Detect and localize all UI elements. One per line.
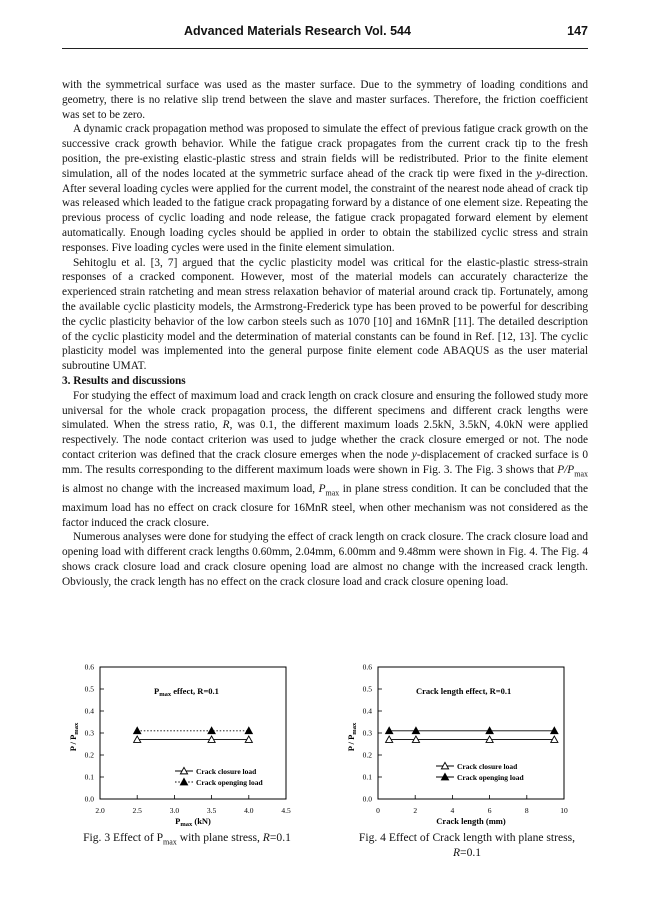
figure-3-caption: Fig. 3 Effect of $P_{max}$ with plane stress, R=0.1 xyxy=(83,831,291,847)
paragraph-4: For studying the effect of maximum load and crack length on crack closure and ensuring the followed study more universal for the whole crack propagation process, the different specimens and different crack lengths were simulated. When the stress ratio, R, was 0.1, the different maximum loads 2.5kN, 3.5kN, 4.0kN were applied respectively. The node contact criterion was used to judge whether the crack closure emerged or not. The node contact criterion was defined that the crack closure emerges when the node y-displacement of cracked surface is 0 mm. The results corresponding to the different maximum loads were shown in Fig. 3. The Fig. 3 shows that $P/P_{max}$ is almost no change with the increased maximum load, $P_{max}$ in plane stress condition. It can be concluded that the maximum load has no effect on crack closure for 16MnR steel, when other mechanism was not considered as the factor induced the crack closure. xyxy=(62,389,589,529)
legend-label: Crack openging load xyxy=(196,778,263,787)
series-crack-closure-load xyxy=(134,736,253,742)
x-tick-label: 10 xyxy=(560,806,568,815)
y-tick-label: 0.6 xyxy=(362,662,372,672)
x-tick-label: 0 xyxy=(376,806,380,815)
body-text xyxy=(62,78,588,590)
x-axis-label: $P_{max}$ (kN) xyxy=(175,816,211,828)
series-crack-openging-load xyxy=(386,727,558,733)
paragraph-1: with the symmetrical surface was used as the master surface. Due to the symmetry of loading conditions and geometry, there is no relative slip trend between the slave and master surfaces. Therefore, the friction coefficient was set to be zero. xyxy=(62,79,588,121)
x-tick-label: 4 xyxy=(450,806,455,815)
y-tick-label: 0.6 xyxy=(84,662,94,672)
y-axis-label: P / $P_{max}$ xyxy=(346,722,358,752)
y-tick-label: 0.4 xyxy=(84,706,94,716)
paragraph-5: Numerous analyses were done for studying the effect of crack length on crack closure. The crack closure load and opening load with different crack lengths 0.60mm, 2.04mm, 6.00mm and 9.48mm were shown in Fig. 4. The Fig. 4 shows crack closure load and crack closure opening load are almost no change with the increased crack length. Obviously, the crack length has no effect on the crack closure load and crack closure opening load. xyxy=(62,531,588,588)
x-tick-label: 4.0 xyxy=(244,806,254,815)
paragraph-3: Sehitoglu et al. [3, 7] argued that the cyclic plasticity model was critical for the elastic-plastic stress-strain responses of a cracked component. However, most of the material models can accurately characterize the experienced strain ratcheting and mean stress relaxation behavior of material around crack tip. Fortunately, among the available cyclic plasticity models, the Armstrong-Frederick type has been proved to be powerful for describing the cyclic plasticity behavior of the low carbon steels such as 1070 [10] and 16MnR [11]. The detailed description of the cyclic plasticity model and the determination of material constants can be found in Ref. [12, 13]. The cyclic plasticity model was implemented into the general purpose finite element code ABAQUS as the user material subroutine UMAT. xyxy=(62,256,588,373)
paragraph-2: A dynamic crack propagation method was proposed to simulate the effect of previous fatigue crack growth on the successive crack growth behavior. While the fatigue crack propagates from the current crack tip to the fresh position, the pre-existing elastic-plastic stress and strain fields will be redistributed. Prior to the finite element simulation, all of the nodes located at the symmetric surface ahead of the crack tip were fixed in the y-direction. After several loading cycles were applied for the current model, the constraint of the nearest node ahead of crack tip was released which leaded to the fatigue crack propagating forward by a distance of one element size. Repeating the previous process of cyclic loading and node release, the fatigue crack propagated forward element by element automatically. Enough loading cycles should be applied in order to obtain the stabilized cyclic stress and strain responses. Five loading cycles were used in the finite element simulation. xyxy=(62,123,588,254)
journal-title: Advanced Materials Research Vol. 544 xyxy=(184,24,411,38)
x-tick-label: 3.0 xyxy=(169,806,180,815)
x-tick-label: 2 xyxy=(413,806,418,815)
y-tick-label: 0.2 xyxy=(84,750,94,760)
x-axis-label: Crack length (mm) xyxy=(436,816,506,826)
section-heading: 3. Results and discussions xyxy=(62,374,186,387)
x-tick-label: 2.0 xyxy=(95,806,105,815)
y-tick-label: 0.2 xyxy=(362,750,372,760)
y-tick-label: 0.0 xyxy=(362,794,372,804)
chart-title: Crack length effect, R=0.1 xyxy=(416,686,512,696)
y-tick-label: 0.1 xyxy=(362,772,372,782)
y-axis-label: P / $P_{max}$ xyxy=(68,722,80,752)
series-crack-closure-load xyxy=(386,736,558,742)
y-tick-label: 0.1 xyxy=(84,772,94,782)
y-tick-label: 0.0 xyxy=(84,794,94,804)
page-header xyxy=(62,22,588,49)
x-tick-label: 2.5 xyxy=(132,806,142,815)
y-tick-label: 0.5 xyxy=(362,684,372,694)
data-point xyxy=(134,727,141,733)
figure-4-caption: Fig. 4 Effect of Crack length with plane stress, R=0.1 xyxy=(358,831,576,859)
x-tick-label: 6 xyxy=(487,806,492,815)
series-crack-openging-load xyxy=(134,727,253,733)
x-tick-label: 8 xyxy=(524,806,529,815)
figure-4-chart xyxy=(340,662,580,830)
y-tick-label: 0.4 xyxy=(362,706,372,716)
chart-title: $P_{max}$ effect, R=0.1 xyxy=(154,686,219,698)
y-tick-label: 0.5 xyxy=(84,684,94,694)
y-tick-label: 0.3 xyxy=(362,728,372,738)
x-tick-label: 4.5 xyxy=(281,806,291,815)
figure-4 xyxy=(340,662,580,830)
figure-3 xyxy=(62,662,302,830)
page-number: 147 xyxy=(567,24,588,38)
legend-label: Crack openging load xyxy=(457,773,524,782)
x-tick-label: 3.5 xyxy=(206,806,217,815)
legend-label: Crack closure load xyxy=(196,767,257,776)
figure-3-chart xyxy=(62,662,302,830)
legend-marker xyxy=(180,778,187,784)
y-tick-label: 0.3 xyxy=(84,728,94,738)
legend-label: Crack closure load xyxy=(457,762,518,771)
